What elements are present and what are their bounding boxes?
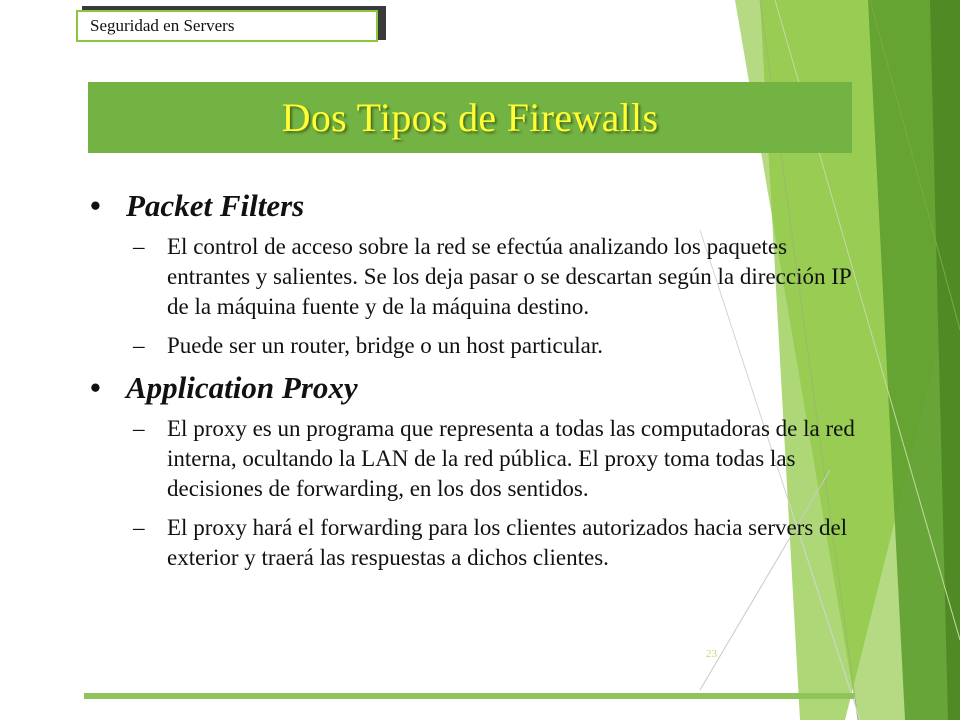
sub-item [90, 414, 860, 504]
sub-item-text: Puede ser un router, bridge o un host particular. [167, 333, 603, 358]
bullet-heading: Application Proxy [126, 370, 358, 405]
dash-icon: – [133, 416, 145, 441]
bullet-heading: Packet Filters [126, 188, 305, 223]
sub-item [90, 513, 860, 573]
sub-item [90, 331, 860, 361]
section-tag: Seguridad en Servers [76, 10, 378, 42]
bullet-packet-filters [90, 188, 860, 224]
slide-title: Dos Tipos de Firewalls [281, 95, 659, 140]
dash-icon: – [133, 234, 145, 259]
page-number: 23 [706, 648, 717, 660]
footer-line [84, 693, 854, 699]
dash-icon: – [133, 515, 145, 540]
slide-content [90, 188, 860, 582]
sub-item-text: El proxy es un programa que representa a todas las computadoras de la red interna, ocultando la LAN de la red pública. El proxy toma todas las decisiones de forwarding, en los dos sentidos. [167, 416, 855, 501]
sub-item-text: El control de acceso sobre la red se efectúa analizando los paquetes entrantes y salientes. Se los deja pasar o se descartan según la dirección IP de la máquina fuente y de la máquina destino. [167, 234, 851, 319]
bullet-application-proxy [90, 370, 860, 406]
bullet-dot-icon: • [90, 188, 101, 223]
sub-item [90, 232, 860, 322]
title-bar [88, 82, 852, 153]
bullet-dot-icon: • [90, 370, 101, 405]
sub-item-text: El proxy hará el forwarding para los clientes autorizados hacia servers del exterior y traerá las respuestas a dichos clientes. [167, 515, 848, 570]
dash-icon: – [133, 333, 145, 358]
